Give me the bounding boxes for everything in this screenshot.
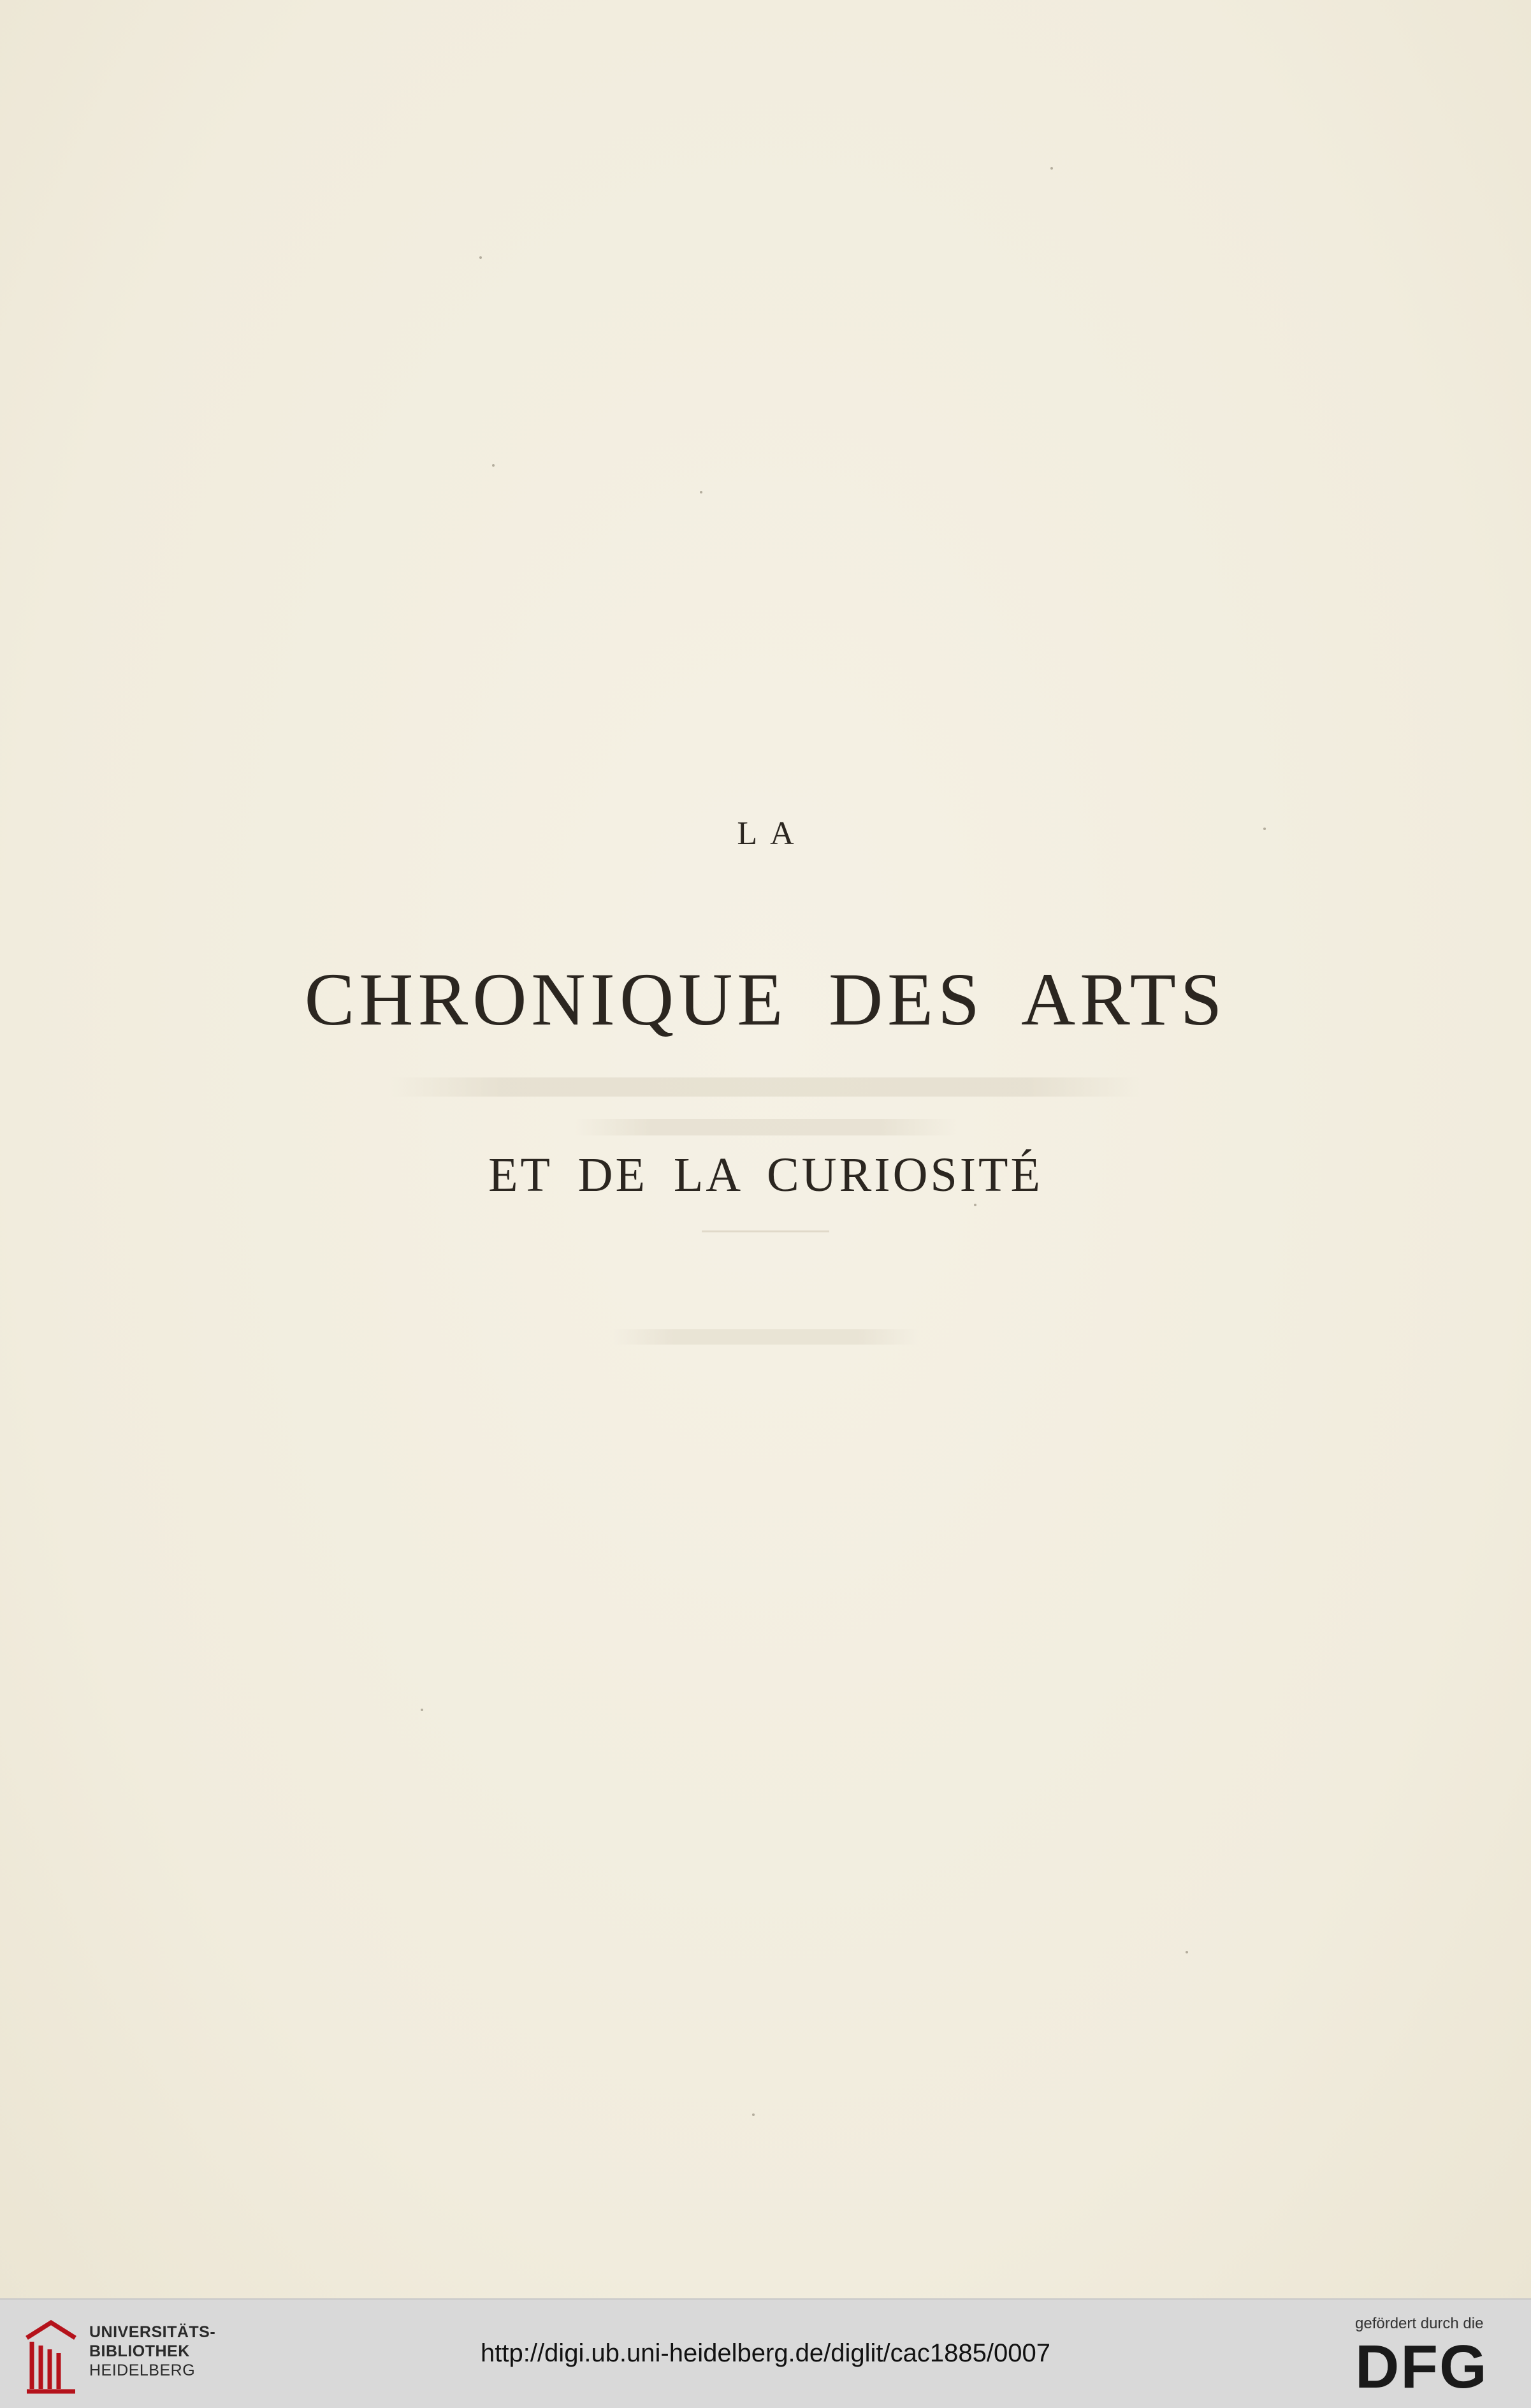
dfg-logo-icon: DFG xyxy=(1355,2333,1488,2401)
show-through-line xyxy=(0,1119,1531,1138)
paper-speck xyxy=(479,256,482,259)
funding-caption: gefördert durch die xyxy=(1355,2315,1484,2332)
library-name-line1: UNIVERSITÄTS- xyxy=(89,2323,216,2341)
paper-speck xyxy=(421,1709,423,1711)
show-through-rule xyxy=(0,1224,1531,1227)
permalink-url[interactable]: http://digi.ub.uni-heidelberg.de/diglit/cac1885/0007 xyxy=(481,2339,1050,2367)
subtitle: ET DE LA CURIOSITÉ xyxy=(488,1148,1043,1202)
paper-speck xyxy=(1186,1951,1188,1953)
title-article: LA xyxy=(737,815,807,852)
paper-speck xyxy=(700,491,702,493)
paper-speck xyxy=(974,1204,976,1206)
library-name-line3: HEIDELBERG xyxy=(89,2361,196,2379)
show-through-line xyxy=(0,1329,1531,1348)
paper-speck xyxy=(492,464,495,467)
funding-notice xyxy=(1355,2315,1508,2401)
paper-speck xyxy=(1050,167,1053,170)
footer-bar xyxy=(0,2298,1531,2408)
library-name-line2: BIBLIOTHEK xyxy=(89,2342,190,2360)
show-through-line xyxy=(0,1077,1531,1099)
paper-speck xyxy=(752,2113,755,2116)
main-title: CHRONIQUE DES ARTS xyxy=(304,958,1227,1041)
